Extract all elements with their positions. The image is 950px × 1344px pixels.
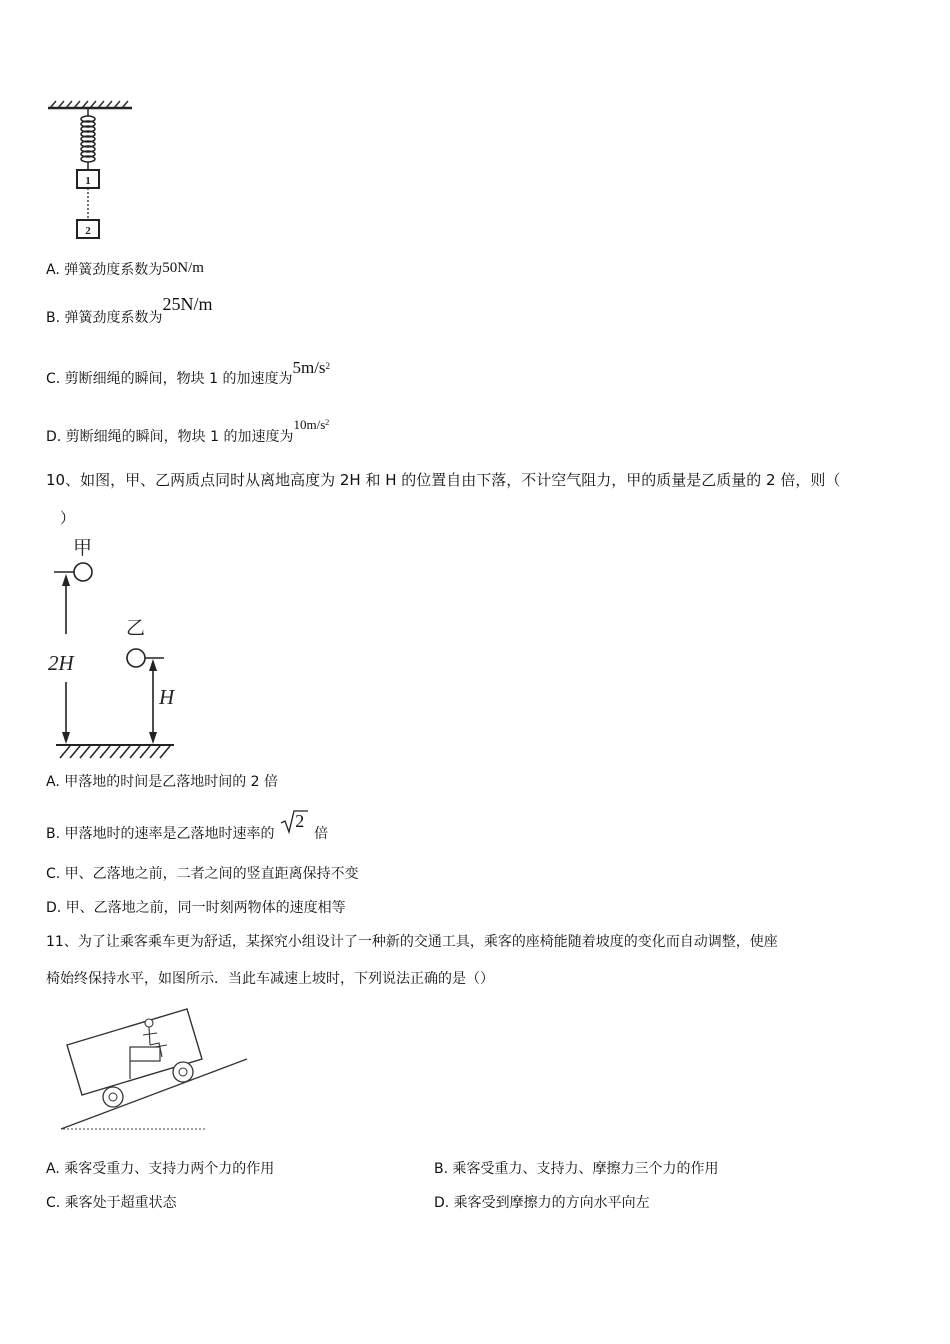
q10-option-b-text: B. 甲落地时的速率是乙落地时速率的 (46, 826, 275, 842)
label-yi: 乙 (126, 618, 146, 639)
q9-option-c (46, 358, 331, 389)
q9-option-c-value: 5m/s (292, 358, 326, 377)
free-fall-figure (40, 534, 180, 760)
sqrt-radicand: 2 (295, 811, 305, 831)
q10-option-d: D. 甲、乙落地之前，同一时刻两物体的速度相等 (46, 900, 346, 916)
q9-option-a-text: A. 弹簧劲度系数为 (46, 262, 163, 278)
q10-option-b (46, 811, 329, 844)
q11-option-b: B. 乘客受重力、支持力、摩擦力三个力的作用 (434, 1161, 719, 1177)
label-h: H (159, 685, 175, 709)
sqrt-symbol (279, 812, 309, 832)
q10-stem-line1: 10、如图，甲、乙两质点同时从离地高度为 2H 和 H 的位置自由下落，不计空气阻力，甲的质量是乙质量的 2 倍，则（ (46, 471, 841, 489)
label-jia: 甲 (73, 538, 93, 559)
q9-option-b-text: B. 弹簧劲度系数为 (46, 310, 163, 326)
q9-option-b-value: 25N/m (162, 294, 213, 314)
q9-option-a-value: 50N/m (162, 260, 204, 276)
spring-block-figure (40, 98, 140, 244)
q9-option-b (46, 294, 213, 328)
q9-option-c-text: C. 剪断细绳的瞬间，物块 1 的加速度为 (46, 371, 293, 387)
q10-option-a: A. 甲落地的时间是乙落地时间的 2 倍 (46, 774, 279, 790)
q9-option-d-text: D. 剪断细绳的瞬间，物块 1 的加速度为 (46, 429, 294, 445)
q9-option-a (46, 259, 204, 280)
q11-option-a: A. 乘客受重力、支持力两个力的作用 (46, 1161, 275, 1177)
q11-stem-line2: 椅始终保持水平，如图所示．当此车减速上坡时，下列说法正确的是（） (46, 971, 494, 987)
q10-option-c: C. 甲、乙落地之前，二者之间的竖直距离保持不变 (46, 866, 359, 882)
block-2-label: 2 (85, 225, 91, 237)
block-1-label: 1 (85, 175, 91, 187)
vehicle-on-slope-figure (55, 1005, 255, 1137)
q9-option-d-value: 10m/s (293, 417, 326, 432)
q11-stem-line1: 11、为了让乘客乘车更为舒适，某探究小组设计了一种新的交通工具，乘客的座椅能随着坡度的变化而自动调整，使座 (46, 934, 778, 950)
q9-option-d (46, 417, 330, 447)
label-2h: 2H (48, 651, 74, 675)
q9-option-c-exponent: 2 (325, 361, 331, 371)
q10-option-b-suffix: 倍 (314, 826, 329, 842)
q11-option-d: D. 乘客受到摩擦力的方向水平向左 (434, 1195, 650, 1211)
q9-option-d-exponent: 2 (325, 418, 330, 427)
q10-stem-line2: ） (60, 509, 76, 527)
q11-option-c: C. 乘客处于超重状态 (46, 1195, 177, 1211)
